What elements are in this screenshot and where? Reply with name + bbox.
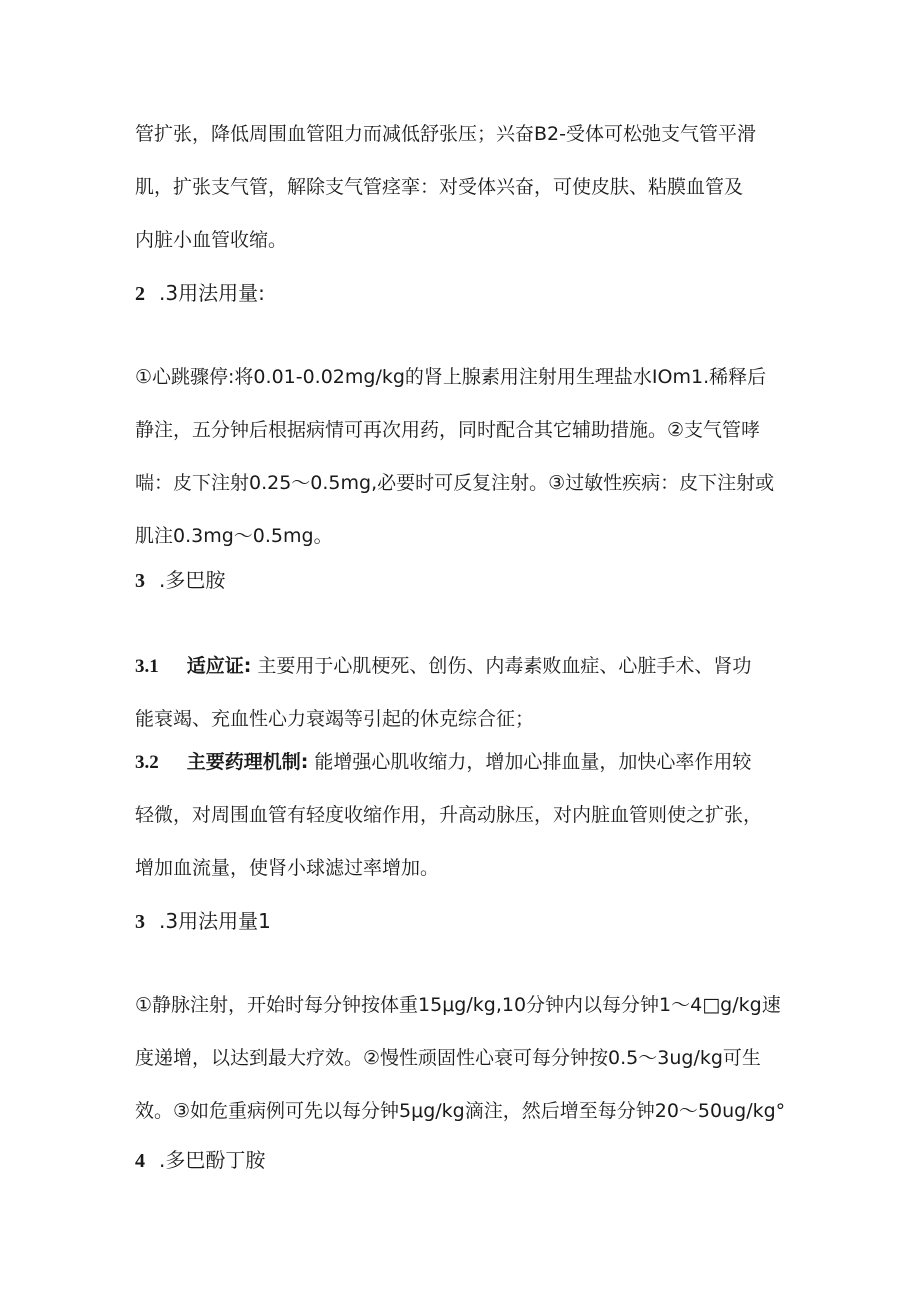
text-line: ①静脉注射，开始时每分钟按体重15μg∕kg,10分钟内以每分钟1〜4□g∕kg速	[135, 994, 781, 1016]
text-segment: 能增强心肌收缩力，增加心排血量，加快心率作用较	[308, 751, 752, 773]
heading-3-3	[135, 906, 271, 937]
text-line: 效。③如危重病例可先以每分钟5μg/kg滴注，然后增至每分钟20〜50ug∕kg°	[135, 1100, 786, 1122]
paragraph-3-2	[135, 736, 795, 895]
paragraph-intro	[135, 108, 795, 267]
text-line: 静注，五分钟后根据病情可再次用药，同时配合其它辅助措施。②支气管哮	[135, 419, 761, 441]
text-line: 管扩张，降低周围血管阻力而减低舒张压；兴奋B2-受体可松弛支气管平滑	[135, 123, 756, 145]
text-line	[135, 640, 795, 693]
heading-text: .多巴胺	[159, 568, 226, 592]
heading-2-3	[135, 278, 265, 309]
text-line	[135, 736, 795, 789]
text-line: 喘：皮下注射0.25〜0.5mg,必要时可反复注射。③过敏性疾病：皮下注射或	[135, 472, 775, 494]
text-line: 度递增，以达到最大疗效。②慢性顽固性心衰可每分钟按0.5〜3ug∕kg可生	[135, 1047, 761, 1069]
paragraph-2-3	[135, 351, 795, 563]
section-number: 3.2	[135, 752, 159, 773]
text-line: 能衰竭、充血性心力衰竭等引起的休克综合征；	[135, 708, 535, 730]
paragraph-3-3	[135, 979, 795, 1138]
heading-text: .多巴酚丁胺	[159, 1148, 266, 1172]
section-label: 适应证:	[186, 655, 252, 677]
section-number: 3.1	[135, 656, 159, 677]
heading-number: 4	[135, 1150, 145, 1172]
text-line: ①心跳骤停:将0.01-0.02mg/kg的肾上腺素用注射用生理盐水IOm1.稀释后	[135, 366, 767, 388]
heading-4	[135, 1145, 265, 1176]
heading-number: 3	[135, 570, 145, 592]
paragraph-3-1	[135, 640, 795, 746]
text-line: 轻微，对周围血管有轻度收缩作用，升高动脉压，对内脏血管则使之扩张，	[135, 804, 763, 826]
heading-number: 3	[135, 911, 145, 933]
heading-number: 2	[135, 283, 145, 305]
text-line: 内脏小血管收缩。	[135, 229, 288, 251]
section-label: 主要药理机制:	[186, 751, 309, 773]
heading-3	[135, 565, 225, 596]
heading-text: .3用法用量:	[159, 281, 265, 305]
text-segment: 主要用于心肌梗死、创伤、内毒素败血症、心脏手术、肾功	[251, 655, 752, 677]
text-line: 增加血流量，使肾小球滤过率增加。	[135, 857, 440, 879]
text-line: 肌，扩张支气管，解除支气管痉挛：对受体兴奋，可使皮肤、粘膜血管及	[135, 176, 744, 198]
heading-text: .3用法用量1	[159, 909, 271, 933]
text-line: 肌注0.3mg〜0.5mg。	[135, 525, 333, 547]
